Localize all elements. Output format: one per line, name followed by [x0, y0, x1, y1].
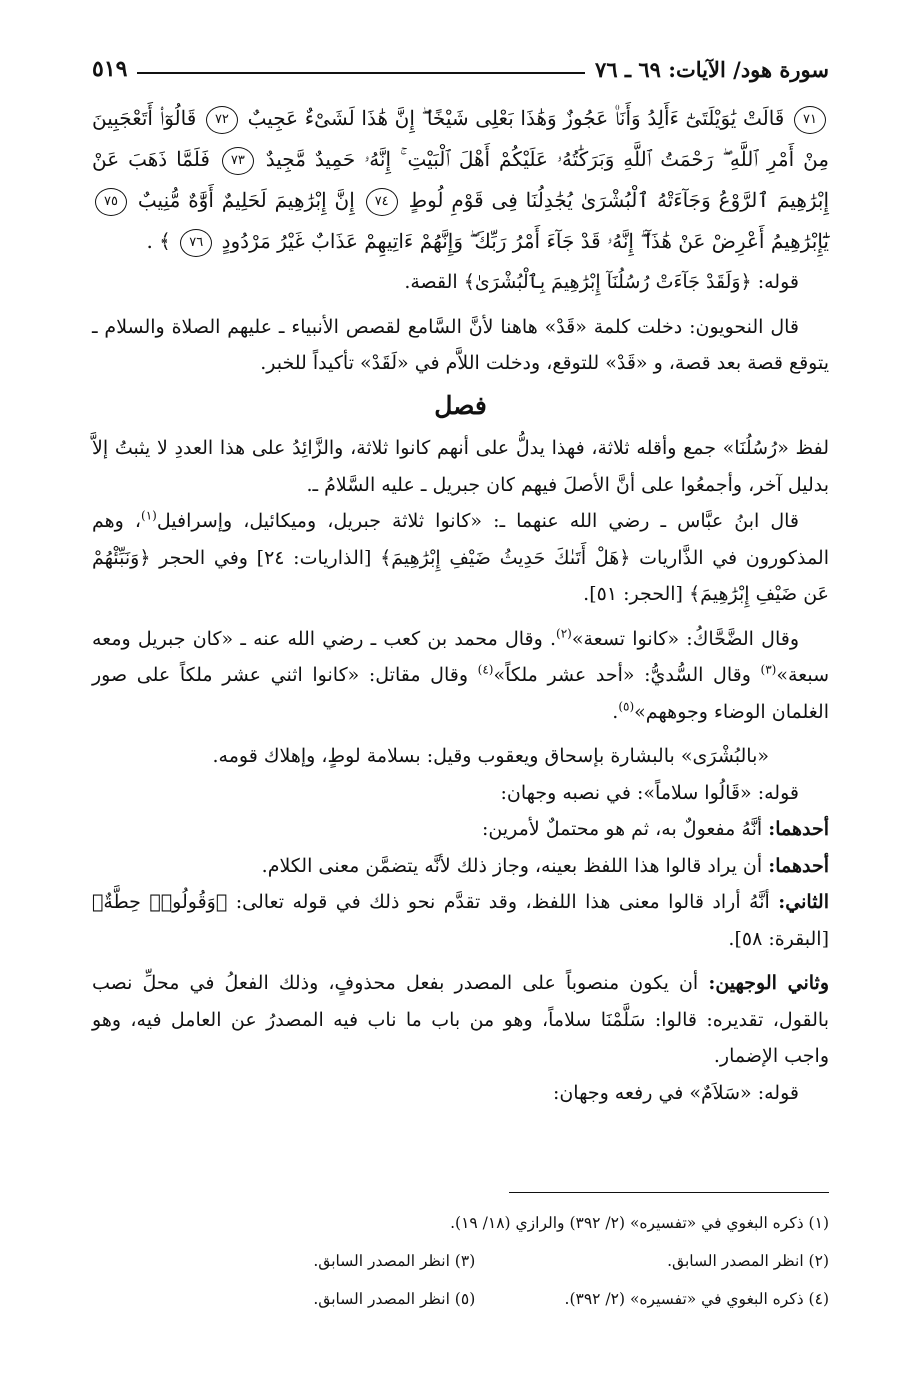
ayah-marker: ٧٤: [366, 188, 398, 216]
ayah-marker: ٧٣: [222, 147, 254, 175]
paragraph: [92, 965, 829, 1075]
quran-text: فَلَمَّا ذَهَبَ عَنْ إِبْرَٰهِيمَ ٱلرَّوْعُ وَجَآءَتْهُ ٱلْبُشْرَىٰ يُجَٰدِلُنَا فِى قَوْمِ لُوطٍ: [92, 147, 830, 212]
section-heading: فصل: [434, 390, 487, 420]
footnote-divider: [509, 1192, 829, 1193]
header-title: سورة هود/ الآيات: ٦٩ ـ ٧٦: [595, 57, 829, 82]
quran-text: يَٰٓإِبْرَٰهِيمُ أَعْرِضْ عَنْ هَٰذَآ ۖ إِنَّهُۥ قَدْ جَآءَ أَمْرُ رَبِّكَ ۖ وَإِنَّهُمْ ءَاتِيهِمْ عَذَابٌ غَيْرُ مَرْدُودٍ: [221, 229, 829, 253]
quran-text: قَالَتْ يَٰوَيْلَتَىٰٓ ءَأَلِدُ وَأَنَا۠ عَجُوزٌ وَهَٰذَا بَعْلِى شَيْخًا ۖ إِنَّ هَٰذَا لَشَىْءٌ عَجِيبٌ: [247, 106, 785, 130]
footnote-row: [92, 1242, 829, 1280]
paragraph-lead: أحدهما:: [768, 854, 829, 877]
paragraph-lead: الثاني:: [778, 891, 829, 913]
paragraph-text: أن يراد قالوا هذا اللفظ بعينه، وجاز ذلك لأنَّه يتضمَّن معنى الكلام.: [261, 854, 769, 877]
footnote-ref: (٥): [618, 699, 635, 714]
footnote-ref: (١): [141, 508, 157, 523]
paragraph-lead: أحدهما:: [768, 818, 829, 840]
footnote: (٤) ذكره البغوي في «تفسيره» (٢/ ٣٩٢).: [564, 1290, 829, 1308]
paragraph-text: أنَّهُ أراد قالوا معنى هذا اللفظ، وقد تقدَّم نحو ذلك في قوله تعالى: ﴿وَقُولُوا۟ حِطَّةٌ﴾ [البقرة: ٥٨].: [92, 891, 829, 950]
ayah-marker: ٧٦: [180, 229, 212, 257]
paragraph: قوله: ﴿وَلَقَدْ جَآءَتْ رُسُلُنَآ إِبْرَٰهِيمَ بِٱلْبُشْرَىٰ﴾ القصة.: [404, 271, 799, 293]
paragraph: [92, 848, 829, 885]
footnote-row: [92, 1204, 829, 1242]
paragraph-text: أنَّهُ مفعولٌ به، ثم هو محتملٌ لأمرين:: [482, 818, 769, 840]
footnote-ref: (٢): [556, 626, 572, 641]
paragraph-text: .: [612, 700, 619, 723]
footnote: (٥) انظر المصدر السابق.: [313, 1290, 476, 1308]
paragraph: [92, 811, 829, 848]
footnotes: [92, 1204, 829, 1318]
footnote: (١) ذكره البغوي في «تفسيره» (٢/ ٣٩٢) والرازي (١٨/ ١٩).: [450, 1214, 829, 1232]
paragraph: قوله: «قَالُوا سلاماً»: في نصبه وجهان:: [500, 781, 799, 804]
main-text: [92, 98, 829, 1111]
footnote-ref: (٣): [760, 662, 777, 677]
quran-verses: [92, 98, 829, 262]
paragraph: قوله: «سَلاَمٌ» في رفعه وجهان:: [552, 1081, 799, 1104]
paragraph-text: وقال مقاتل: «كانوا اثني عشر ملكاً على صور الغلمان الوضاء وجوههم»: [92, 664, 829, 723]
header-rule: [137, 72, 585, 74]
quran-end: ﴾ .: [146, 229, 171, 253]
quran-text: قَالُوٓا۟ أَتَعْجَبِينَ مِنْ أَمْرِ ٱللَّهِ ۖ رَحْمَتُ ٱللَّهِ وَبَرَكَٰتُهُۥ عَلَيْكُمْ أَهْلَ ٱلْبَيْتِ ۚ إِنَّهُۥ حَمِيدٌ مَّجِيدٌ: [92, 106, 830, 171]
footnote-ref: (٤): [477, 662, 494, 677]
quran-text: إِنَّ إِبْرَٰهِيمَ لَحَلِيمٌ أَوَّٰهٌ مُّنِيبٌ: [137, 188, 355, 212]
paragraph-lead: وثاني الوجهين:: [708, 972, 829, 994]
footnote-row: [92, 1280, 829, 1318]
ayah-marker: ٧٥: [95, 188, 127, 216]
paragraph-text: وقال السُّديُّ: «أحد عشر ملكاً»: [493, 664, 761, 686]
paragraph-text: . وقال محمد بن كعب ـ رضي الله عنه ـ «كان جبريل ومعه سبعة»: [92, 627, 829, 686]
footnote: (٣) انظر المصدر السابق.: [313, 1252, 476, 1270]
paragraph: لفظ «رُسُلُنَا» جمع وأقله ثلاثة، فهذا يدلُّ على أنهم كانوا ثلاثة، والزَّائِدُ على هذا العددِ لا يثبتُ إلاَّ بدليل آخر، وأجمعُوا على أنَّ الأصلَ فيهم كان جبريل ـ عليه السَّلامُ ـ.: [92, 437, 829, 496]
paragraph-text: قال ابنُ عبَّاس ـ رضي الله عنهما ـ: «كانوا ثلاثة جبريل، وميكائيل، وإسرافيل: [156, 510, 799, 532]
paragraph-text: وقال الضَّحَّاكُ: «كانوا تسعة»: [571, 627, 799, 650]
paragraph-text: ، وهم المذكورون في الذَّاريات ﴿هَلْ أَتَىٰكَ حَدِيثُ ضَيْفِ إِبْرَٰهِيمَ﴾ [الذاريات: ٢٤] وفي الحجر ﴿وَنَبِّئْهُمْ عَن ضَيْفِ إِبْرَٰهِيمَ﴾ [الحجر: ٥١].: [92, 510, 830, 605]
paragraph: [92, 884, 829, 957]
paragraph: [92, 503, 829, 613]
paragraph: «بالبُشْرَى» بالبشارة بإسحاق ويعقوب وقيل: بسلامة لوطٍ، وإهلاك قومه.: [212, 745, 769, 767]
ayah-marker: ٧٢: [206, 106, 238, 134]
page-number: ٥١٩: [92, 56, 128, 82]
paragraph: [92, 621, 829, 731]
paragraph: قال النحويون: دخلت كلمة «قَدْ» هاهنا لأنَّ السَّامع لقصص الأنبياء ـ عليهم الصلاة والسلام ـ يتوقع قصة بعد قصة، و «قَدْ» للتوقع، ودخلت اللاَّم في «لَقَدْ» تأكيداً للخبر.: [92, 315, 829, 374]
paragraph-text: أن يكون منصوباً على المصدر بفعل محذوفٍ، وذلك الفعلُ في محلِّ نصب بالقول، تقديره: قالوا: سَلَّمْنَا سلاماً، وهو من باب ما ناب فيه المصدرُ عن العامل فيه، وهو واجب الإضمار.: [92, 972, 829, 1067]
running-header: [92, 38, 829, 82]
ayah-marker: ٧١: [794, 106, 826, 134]
footnote: (٢) انظر المصدر السابق.: [667, 1252, 829, 1270]
